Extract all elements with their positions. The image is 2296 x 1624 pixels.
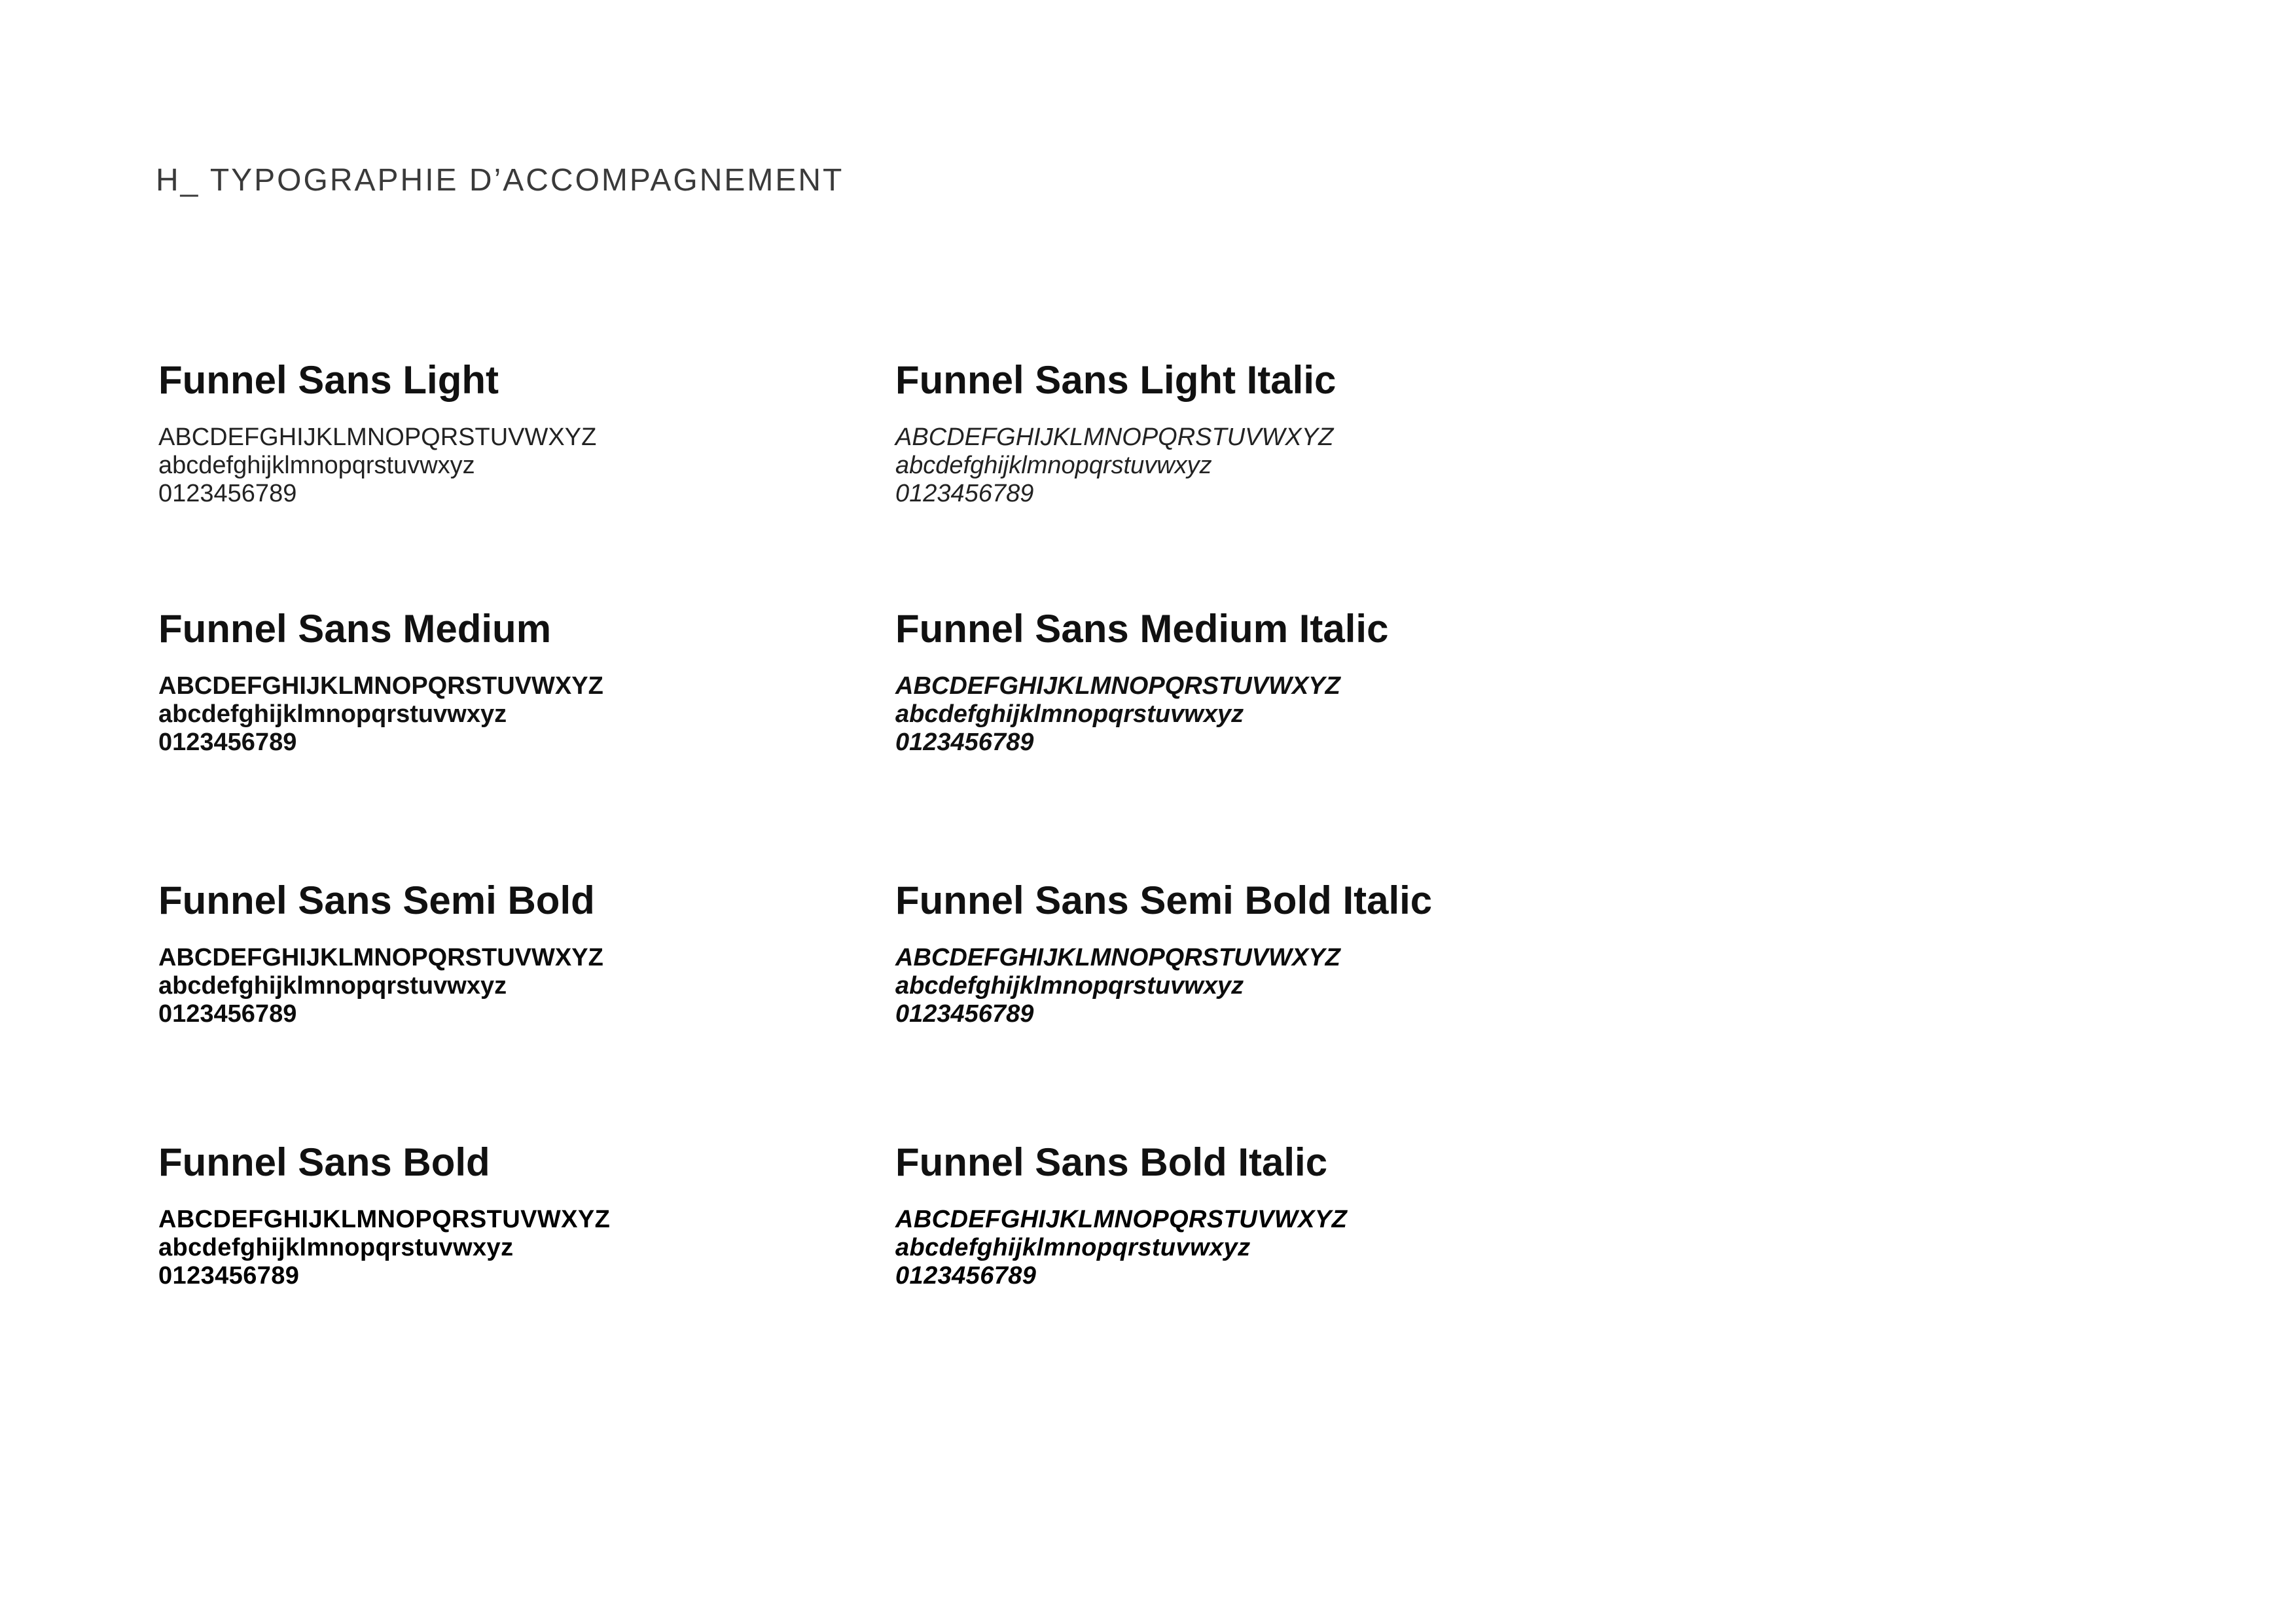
digits-sample: 0123456789 [158, 1262, 300, 1290]
lowercase-sample: abcdefghijklmnopqrstuvwxyz [158, 972, 507, 1000]
uppercase-sample: ABCDEFGHIJKLMNOPQRSTUVWXYZ [158, 944, 603, 971]
lowercase-sample: abcdefghijklmnopqrstuvwxyz [158, 700, 507, 728]
digits-sample: 0123456789 [895, 1262, 1037, 1290]
specimen-name: Funnel Sans Medium [158, 607, 552, 651]
specimen-sample [895, 424, 1583, 508]
uppercase-sample: ABCDEFGHIJKLMNOPQRSTUVWXYZ [158, 1206, 611, 1233]
lowercase-sample: abcdefghijklmnopqrstuvwxyz [895, 1234, 1251, 1261]
specimen-bold-italic [895, 1139, 1583, 1290]
specimen-name: Funnel Sans Semi Bold Italic [895, 878, 1433, 922]
specimen-sample [158, 672, 846, 757]
specimen-name: Funnel Sans Medium Italic [895, 607, 1389, 651]
specimen-name: Funnel Sans Semi Bold [158, 878, 595, 922]
specimen-sample [895, 672, 1583, 757]
lowercase-sample: abcdefghijklmnopqrstuvwxyz [895, 972, 1244, 1000]
uppercase-sample: ABCDEFGHIJKLMNOPQRSTUVWXYZ [158, 424, 597, 451]
digits-sample: 0123456789 [158, 729, 297, 756]
digits-sample: 0123456789 [895, 729, 1034, 756]
lowercase-sample: abcdefghijklmnopqrstuvwxyz [895, 452, 1212, 479]
specimen-bold [158, 1139, 846, 1290]
lowercase-sample: abcdefghijklmnopqrstuvwxyz [158, 452, 475, 479]
specimen-semi-bold-italic [895, 877, 1583, 1028]
uppercase-sample: ABCDEFGHIJKLMNOPQRSTUVWXYZ [895, 944, 1340, 971]
specimen-name: Funnel Sans Bold Italic [895, 1140, 1328, 1184]
lowercase-sample: abcdefghijklmnopqrstuvwxyz [158, 1234, 514, 1261]
specimen-medium-italic [895, 605, 1583, 757]
uppercase-sample: ABCDEFGHIJKLMNOPQRSTUVWXYZ [895, 424, 1334, 451]
digits-sample: 0123456789 [158, 1000, 297, 1028]
specimen-name: Funnel Sans Light Italic [895, 358, 1336, 402]
specimen-sample [895, 1206, 1583, 1290]
section-title: H_ TYPOGRAPHIE D’ACCOMPAGNEMENT [156, 163, 844, 198]
specimen-sample [895, 944, 1583, 1028]
digits-sample: 0123456789 [158, 480, 297, 507]
specimen-sample [158, 1206, 846, 1290]
uppercase-sample: ABCDEFGHIJKLMNOPQRSTUVWXYZ [158, 672, 603, 700]
lowercase-sample: abcdefghijklmnopqrstuvwxyz [895, 700, 1244, 728]
uppercase-sample: ABCDEFGHIJKLMNOPQRSTUVWXYZ [895, 1206, 1348, 1233]
specimen-light-italic [895, 357, 1583, 508]
digits-sample: 0123456789 [895, 480, 1034, 507]
specimen-semi-bold [158, 877, 846, 1028]
specimen-medium [158, 605, 846, 757]
specimen-light [158, 357, 846, 508]
specimen-name: Funnel Sans Bold [158, 1140, 490, 1184]
specimen-sample [158, 944, 846, 1028]
digits-sample: 0123456789 [895, 1000, 1034, 1028]
uppercase-sample: ABCDEFGHIJKLMNOPQRSTUVWXYZ [895, 672, 1340, 700]
specimen-name: Funnel Sans Light [158, 358, 499, 402]
specimen-sample [158, 424, 846, 508]
